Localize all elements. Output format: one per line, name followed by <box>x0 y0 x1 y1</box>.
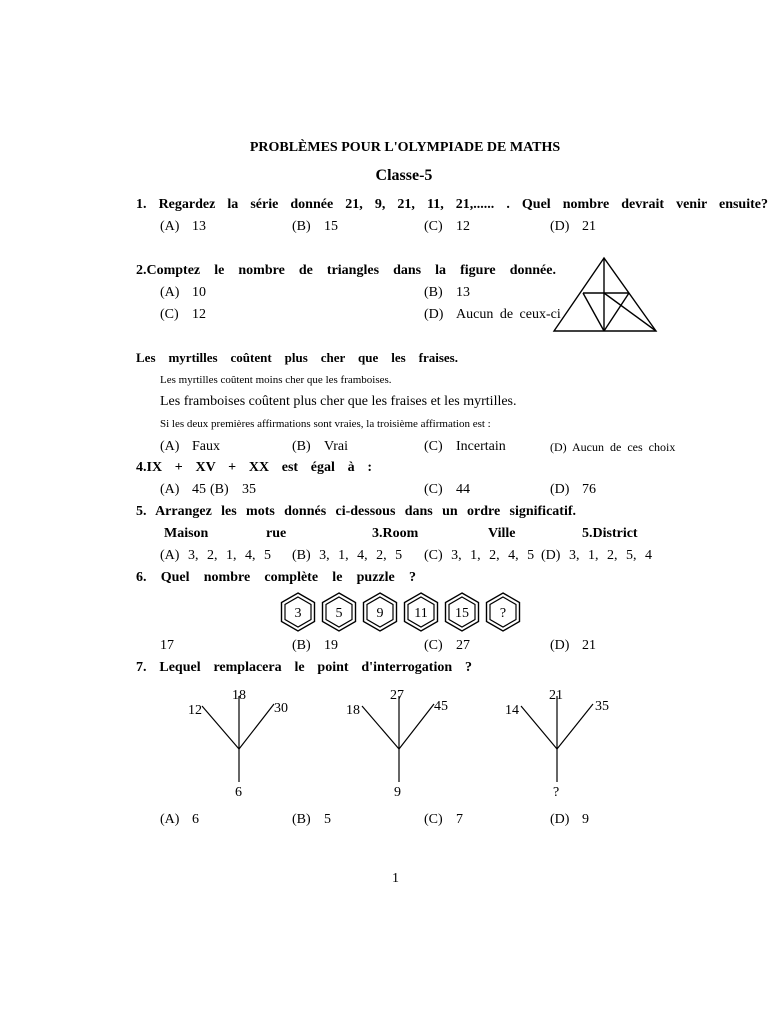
figure-1-left: 12 <box>188 703 202 718</box>
page-title: PROBLÈMES POUR L'OLYMPIADE DE MATHS <box>249 140 561 155</box>
q1-option-b: (B) 15 <box>292 219 338 234</box>
word-3: 3.Room <box>372 526 419 541</box>
q3-option-b: (B) Vrai <box>292 439 349 454</box>
figure-2-top: 27 <box>390 688 404 703</box>
question-2: 2.Comptez le nombre de triangles dans la figure donnée. <box>136 263 556 278</box>
q6-option-a: 17 <box>160 638 174 653</box>
q2-option-d: (D) Aucun de ceux-ci <box>424 307 561 322</box>
word-5: 5.District <box>582 526 638 541</box>
figure-2-bottom: 9 <box>394 785 401 800</box>
q3-option-c: (C) Incertain <box>424 439 506 454</box>
question-6: 6. Quel nombre complète le puzzle ? <box>136 570 416 585</box>
word-1: Maison <box>164 526 209 541</box>
q1-option-d: (D) 21 <box>550 219 596 234</box>
hexagon-4 <box>405 593 438 631</box>
statement-2: Les myrtilles coûtent moins cher que les framboises. <box>160 374 392 386</box>
figure-2-left: 18 <box>346 703 360 718</box>
q6-option-c: (C) 27 <box>424 638 470 653</box>
q6-option-d: (D) 21 <box>550 638 596 653</box>
figure-1 <box>188 686 298 801</box>
statement-question: Si les deux premières affirmations sont vraies, la troisième affirmation est : <box>160 418 491 430</box>
hexagon-label: ? <box>499 606 507 621</box>
hexagon-2 <box>323 593 356 631</box>
q7-option-d: (D) 9 <box>550 812 589 827</box>
hexagon-label: 9 <box>376 606 384 621</box>
q5-option-c: (C) 3, 1, 2, 4, 5 <box>424 548 535 563</box>
figure-3-left: 14 <box>505 703 519 718</box>
q4-option-c: (C) 44 <box>424 482 470 497</box>
q2-option-a: (A) 10 <box>160 285 206 300</box>
figure-3-top: 21 <box>549 688 563 703</box>
hexagon-3 <box>364 593 397 631</box>
figure-1-right: 30 <box>274 701 288 716</box>
q2-option-b: (B) 13 <box>424 285 470 300</box>
question-4: 4.IX + XV + XX est égal à : <box>136 460 372 475</box>
q1-option-a: (A) 13 <box>160 219 206 234</box>
hexagon-label: 3 <box>294 606 302 621</box>
hexagon-1 <box>282 593 315 631</box>
hexagon-label: 11 <box>414 606 428 621</box>
hexagon-label: 5 <box>335 606 343 621</box>
q4-option-a: (A) 45 <box>160 482 206 497</box>
class-label: Classe-5 <box>375 167 433 184</box>
figure-1-bottom: 6 <box>235 785 242 800</box>
question-7: 7. Lequel remplacera le point d'interrogation ? <box>136 660 472 675</box>
q1-option-c: (C) 12 <box>424 219 470 234</box>
page-number: 1 <box>392 871 399 886</box>
q3-option-a: (A) Faux <box>160 439 220 454</box>
q5-option-d: (D) 3, 1, 2, 5, 4 <box>541 548 652 563</box>
q3-option-d: (D) Aucun de ces choix <box>550 440 676 454</box>
hexagon-label: 15 <box>455 606 469 621</box>
word-4: Ville <box>488 526 516 541</box>
word-2: rue <box>266 526 287 541</box>
figure-3-bottom: ? <box>553 785 560 800</box>
q4-option-d: (D) 76 <box>550 482 596 497</box>
hexagon-6 <box>487 593 520 631</box>
triangle-figure <box>552 256 658 334</box>
figure-3-right: 35 <box>595 699 609 714</box>
question-5: 5. Arrangez les mots donnés ci-dessous dans un ordre significatif. <box>136 504 576 519</box>
q7-option-b: (B) 5 <box>292 812 331 827</box>
q5-option-a: (A) 3, 2, 1, 4, 5 <box>160 548 271 563</box>
statement-3: Les framboises coûtent plus cher que les fraises et les myrtilles. <box>160 394 517 409</box>
figure-1-top: 18 <box>232 688 246 703</box>
q7-option-a: (A) 6 <box>160 812 199 827</box>
q2-option-c: (C) 12 <box>160 307 206 322</box>
figure-3 <box>505 686 615 801</box>
hexagon-5 <box>446 593 479 631</box>
hexagon-puzzle <box>280 592 520 634</box>
figure-2 <box>346 686 456 801</box>
question-1: 1. Regardez la série donnée 21, 9, 21, 11, 21,...... . Quel nombre devrait venir ensuite? <box>136 197 768 212</box>
figure-2-right: 45 <box>434 699 448 714</box>
q7-option-c: (C) 7 <box>424 812 463 827</box>
statement-1: Les myrtilles coûtent plus cher que les fraises. <box>136 350 458 365</box>
q6-option-b: (B) 19 <box>292 638 338 653</box>
q5-option-b: (B) 3, 1, 4, 2, 5 <box>292 548 403 563</box>
q4-option-b: (B) 35 <box>210 482 256 497</box>
